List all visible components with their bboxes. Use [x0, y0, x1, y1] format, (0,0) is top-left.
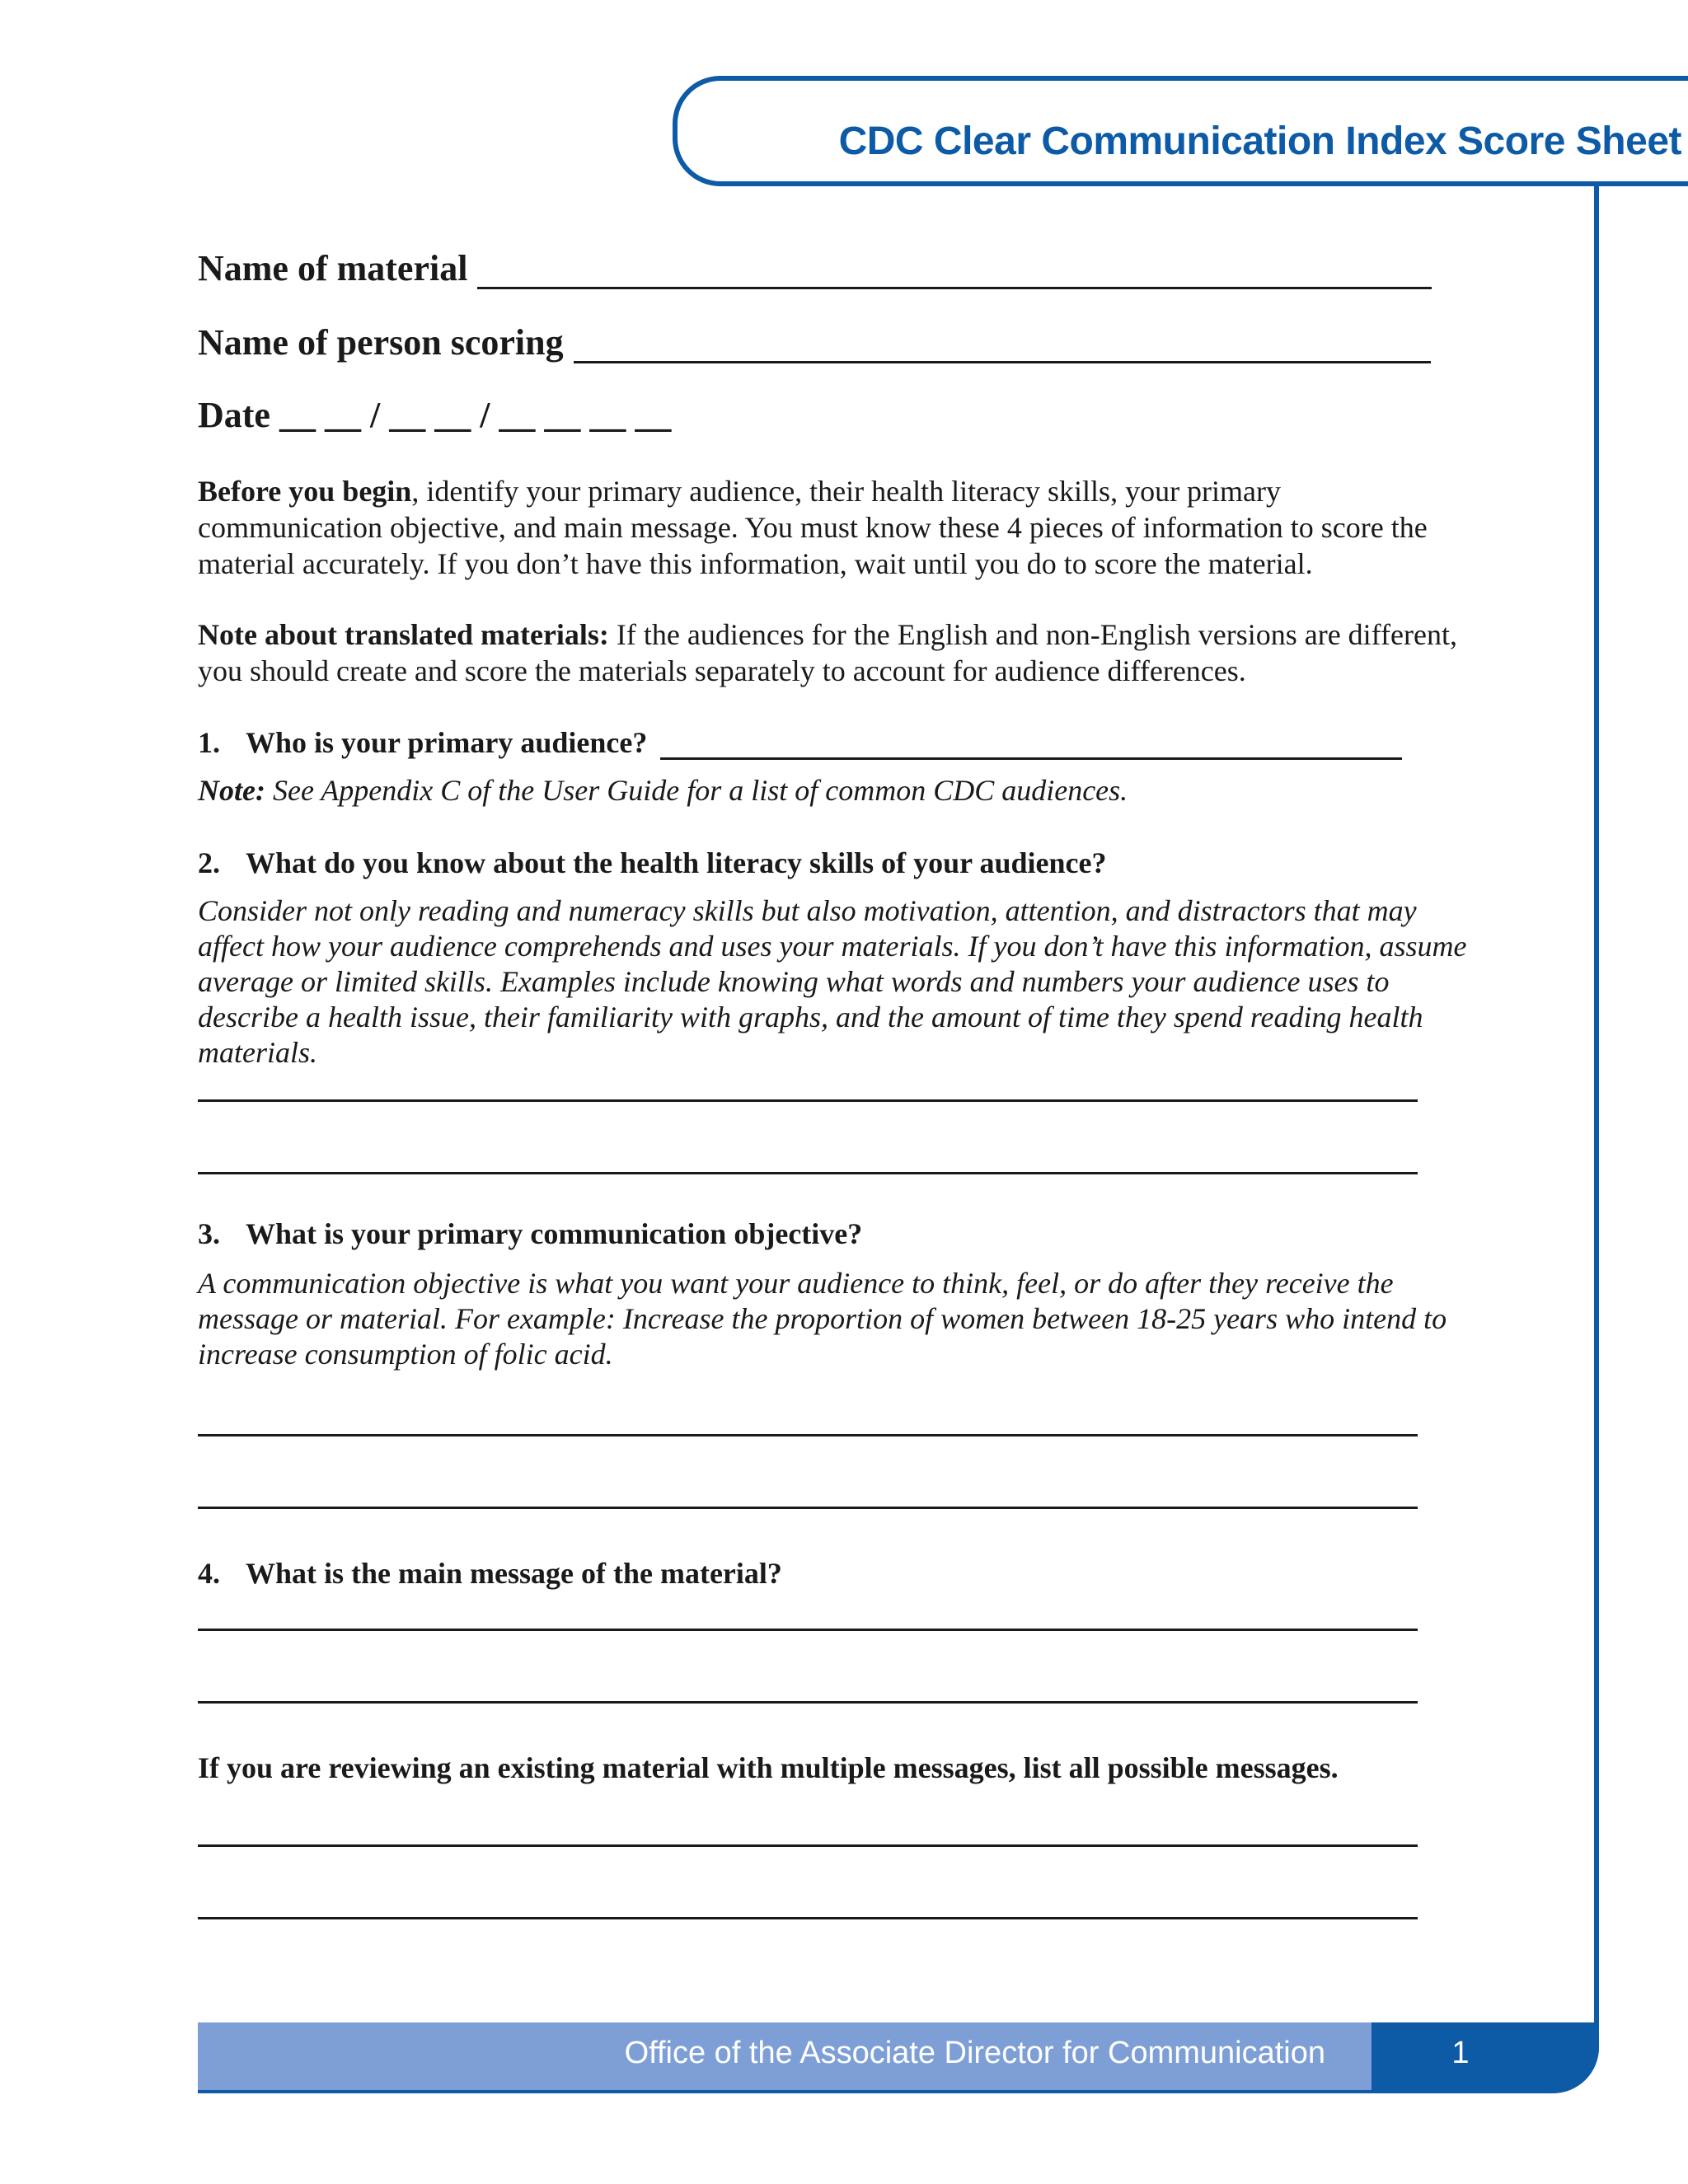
scorer-name-label: Name of person scoring: [198, 322, 564, 363]
before-you-begin-text: , identify your primary audience, their health literacy skills, your primary communication objective, and main message. You must know these 4 pieces of information to score the material accurately. If you don’t have this information, wait until you do to score the material.: [198, 475, 1428, 580]
multiple-messages-prompt: If you are reviewing an existing material with multiple messages, list all possible messages.: [198, 1751, 1339, 1784]
question-3: [198, 1216, 862, 1251]
question-1-note-text: See Appendix C of the User Guide for a list of common CDC audiences.: [265, 774, 1128, 807]
material-name-label: Name of material: [198, 248, 468, 288]
question-4: [198, 1556, 782, 1591]
question-2-answer-line-2[interactable]: [198, 1172, 1418, 1174]
question-2-note: Consider not only reading and numeracy skills but also motivation, attention, and distractors that may affect how your audience comprehends and uses your materials. If you don’t have this information, assume average or limited skills. Examples include knowing what words and numbers your audience uses to describe a health issue, their familiarity with graphs, and the amount of time they spend reading health materials.: [198, 894, 1467, 1069]
multiple-messages-answer-line-2[interactable]: [198, 1917, 1418, 1919]
question-1-note: [198, 773, 1484, 808]
question-2-answer-line-1[interactable]: [198, 1099, 1418, 1102]
scorer-name-input[interactable]: [574, 330, 1431, 363]
question-1-note-label: Note:: [198, 774, 265, 807]
translated-materials-label: Note about translated materials:: [198, 618, 609, 651]
frame-border-right: [1594, 186, 1599, 2032]
material-name-field: [198, 247, 1432, 289]
question-2: [198, 846, 1106, 880]
footer-office: Office of the Associate Director for Communication: [624, 2036, 1325, 2070]
question-4-answer-line-2[interactable]: [198, 1701, 1418, 1704]
page-title: CDC Clear Communication Index Score Sheet: [838, 120, 1681, 163]
before-you-begin-paragraph: [198, 473, 1467, 582]
question-4-text: What is the main message of the material?: [246, 1557, 782, 1590]
question-2-number: 2.: [198, 846, 220, 879]
page-number: 1: [1451, 2036, 1470, 2070]
question-3-answer-line-1[interactable]: [198, 1434, 1418, 1436]
question-3-answer-line-2[interactable]: [198, 1507, 1418, 1509]
question-3-number: 3.: [198, 1217, 220, 1250]
header-tab: [673, 76, 1688, 186]
footer-bar: [198, 2022, 1372, 2093]
scorer-name-field: [198, 321, 1431, 363]
page-number-box: [1372, 2022, 1599, 2093]
translated-materials-note: [198, 616, 1467, 689]
translated-materials-text: If the audiences for the English and non-English versions are different, you should create and score the materials separately to account for audience differences.: [198, 618, 1457, 687]
material-name-input[interactable]: [477, 255, 1432, 289]
question-1-text: Who is your primary audience?: [246, 726, 648, 759]
question-3-text: What is your primary communication objective?: [246, 1217, 863, 1250]
question-1-answer-input[interactable]: [660, 729, 1402, 760]
question-2-text: What do you know about the health literacy skills of your audience?: [246, 846, 1107, 879]
question-1: [198, 725, 1402, 760]
question-1-number: 1.: [198, 726, 220, 759]
question-4-number: 4.: [198, 1557, 220, 1590]
question-3-note: A communication objective is what you want your audience to think, feel, or do after they receive the message or material. For example: Increase the proportion of women between 18-25 years who intend to increase consumption of folic acid.: [198, 1267, 1447, 1371]
date-label: Date: [198, 395, 270, 435]
multiple-messages-answer-line-1[interactable]: [198, 1844, 1418, 1847]
before-you-begin-label: Before you begin: [198, 475, 412, 508]
date-field: [198, 394, 671, 436]
date-input[interactable]: __ __ / __ __ / __ __ __ __: [279, 395, 672, 435]
question-4-answer-line-1[interactable]: [198, 1629, 1418, 1631]
